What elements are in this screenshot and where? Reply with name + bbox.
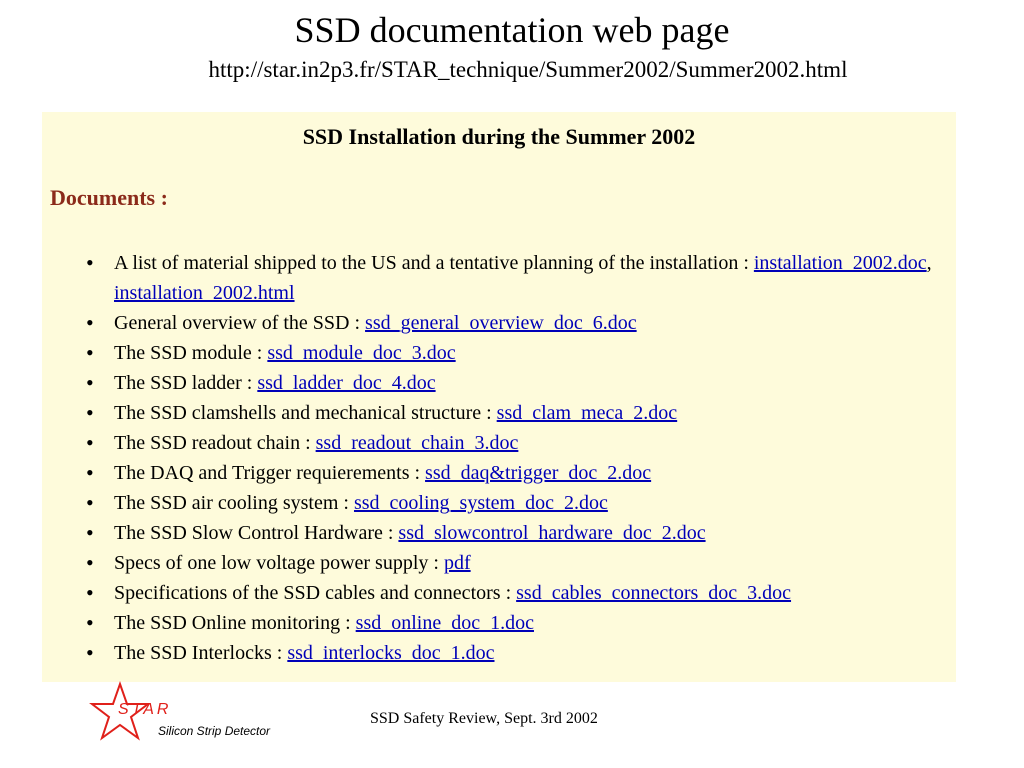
list-item	[86, 518, 946, 548]
document-link[interactable]: ssd_general_overview_doc_6.doc	[365, 312, 637, 334]
star-logo	[88, 680, 288, 746]
list-item	[86, 608, 946, 638]
list-item-label: The SSD Online monitoring :	[114, 612, 351, 634]
list-item-label: The SSD module :	[114, 342, 263, 364]
list-item-label: General overview of the SSD :	[114, 312, 361, 334]
document-link[interactable]: ssd_module_doc_3.doc	[267, 342, 456, 364]
list-item-label: Specs of one low voltage power supply :	[114, 552, 439, 574]
webpage-screenshot	[42, 112, 956, 682]
list-item-label: The SSD Slow Control Hardware :	[114, 522, 394, 544]
list-item	[86, 488, 946, 518]
list-item	[86, 368, 946, 398]
document-link[interactable]: ssd_daq&trigger_doc_2.doc	[425, 462, 652, 484]
slide-url: http://star.in2p3.fr/STAR_technique/Summer2002/Summer2002.html	[208, 57, 848, 82]
list-item	[86, 638, 946, 668]
document-link[interactable]: pdf	[443, 552, 471, 574]
list-item	[86, 458, 946, 488]
page-heading: SSD Installation during the Summer 2002	[302, 124, 696, 149]
document-link[interactable]: installation_2002.html	[114, 282, 295, 304]
logo-name: STAR	[118, 701, 172, 718]
list-item: • A list of material shipped to the US and a tentative planning of the installation : installation_2002.doc, installation_2002.html	[86, 248, 946, 308]
list-item-label: The SSD clamshells and mechanical structure :	[114, 402, 492, 424]
document-link[interactable]: ssd_readout_chain_3.doc	[315, 432, 519, 454]
document-list	[86, 248, 946, 668]
list-item	[86, 428, 946, 458]
document-link[interactable]: ssd_clam_meca_2.doc	[496, 402, 678, 424]
footer-text: SSD Safety Review, Sept. 3rd 2002	[370, 710, 598, 727]
list-item-label: The SSD readout chain :	[114, 432, 311, 454]
document-link[interactable]: ssd_cables_connectors_doc_3.doc	[516, 582, 792, 604]
list-item-label: A list of material shipped to the US and a tentative planning of the installation :	[114, 252, 749, 274]
document-link[interactable]: ssd_interlocks_doc_1.doc	[287, 642, 495, 664]
list-item	[86, 308, 946, 338]
list-item-label: The SSD air cooling system :	[114, 492, 349, 514]
document-link[interactable]: ssd_slowcontrol_hardware_doc_2.doc	[398, 522, 706, 544]
list-item-label: Specifications of the SSD cables and connectors :	[114, 582, 512, 604]
document-link[interactable]: installation_2002.doc	[753, 252, 927, 274]
list-item	[86, 578, 946, 608]
logo-caption: Silicon Strip Detector	[158, 724, 271, 738]
list-item	[86, 548, 946, 578]
list-item-label: The DAQ and Trigger requierements :	[114, 462, 421, 484]
list-item-label: The SSD ladder :	[114, 372, 253, 394]
list-item	[86, 398, 946, 428]
document-link[interactable]: ssd_cooling_system_doc_2.doc	[353, 492, 608, 514]
list-item	[86, 338, 946, 368]
slide-title: SSD documentation web page	[294, 10, 730, 50]
list-item-label: The SSD Interlocks :	[114, 642, 283, 664]
document-link[interactable]: ssd_ladder_doc_4.doc	[257, 372, 436, 394]
documents-heading: Documents :	[50, 185, 168, 210]
document-link[interactable]: ssd_online_doc_1.doc	[355, 612, 534, 634]
